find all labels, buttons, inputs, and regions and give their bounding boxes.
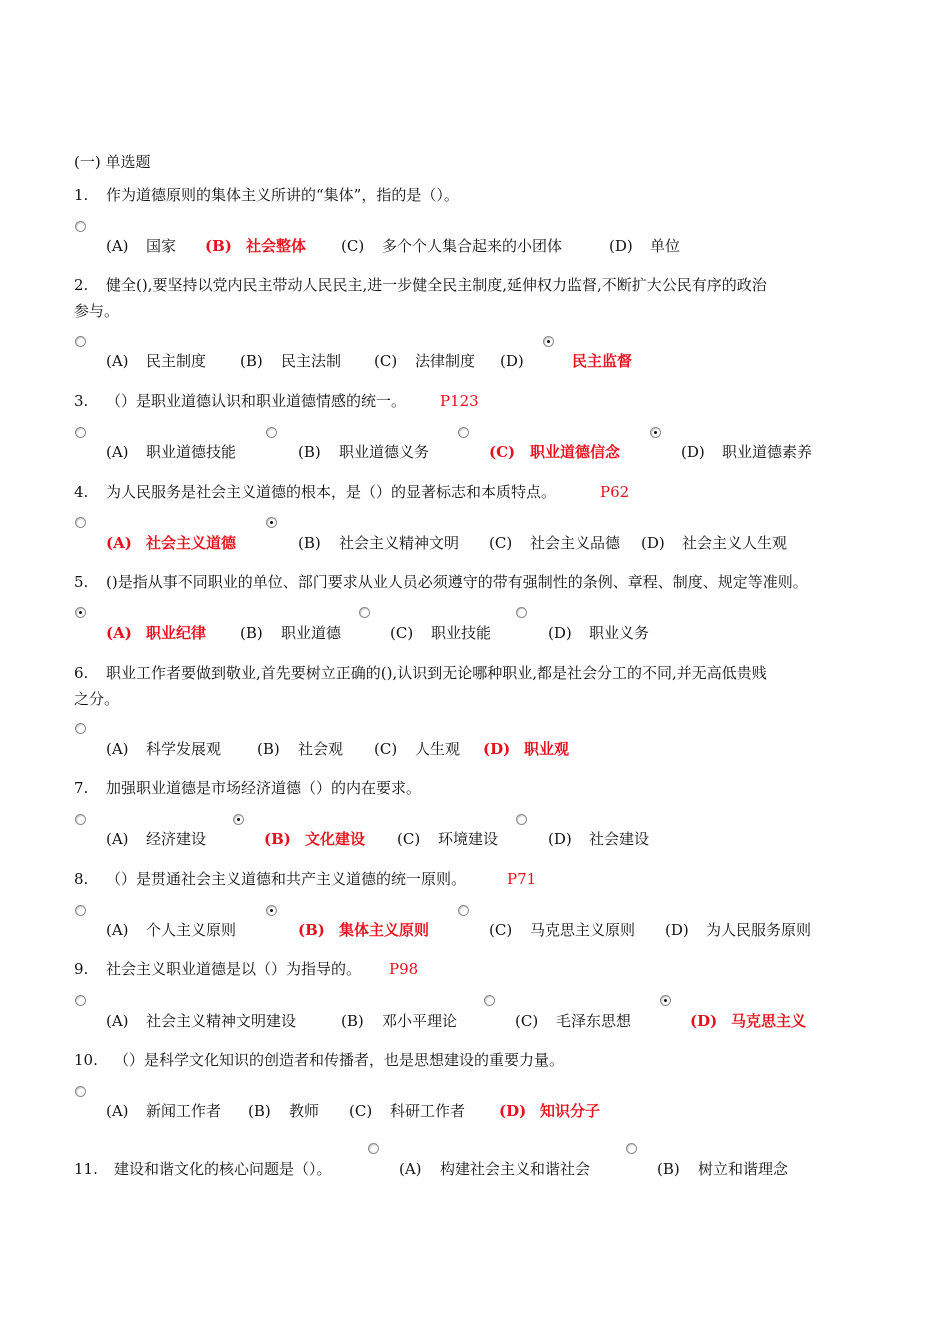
option-b-text: 邓小平理论 xyxy=(382,1012,458,1030)
option-c-letter: (C) xyxy=(374,352,398,370)
question-text: 社会主义职业道德是以（）为指导的。 xyxy=(106,960,362,978)
option-a-text: 民主制度 xyxy=(146,352,207,370)
radio-button-selected[interactable] xyxy=(266,517,277,528)
question-text: ()是指从事不同职业的单位、部门要求从业人员必须遵守的带有强制性的条例、章程、制度、规定等准则。 xyxy=(106,573,808,591)
option-a-letter: (A) xyxy=(106,352,129,370)
option-c-text: 人生观 xyxy=(415,740,461,758)
radio-button[interactable] xyxy=(516,814,527,825)
option-a-text: 科学发展观 xyxy=(146,740,222,758)
radio-button[interactable] xyxy=(75,336,86,347)
option-b-text: 社会主义精神文明 xyxy=(339,534,460,552)
option-d-text: 为人民服务原则 xyxy=(706,921,812,939)
page-reference: P123 xyxy=(440,392,479,410)
option-b-letter: (B) xyxy=(341,1012,364,1030)
option-c-letter: (C) xyxy=(349,1102,373,1120)
option-a-letter: (A) xyxy=(106,443,129,461)
option-d-text: 职业道德素养 xyxy=(722,443,813,461)
radio-button[interactable] xyxy=(458,427,469,438)
option-a-text: 职业道德技能 xyxy=(146,443,237,461)
radio-button-selected[interactable] xyxy=(266,905,277,916)
option-a-text: 新闻工作者 xyxy=(146,1102,222,1120)
option-b-letter: (B) xyxy=(205,237,232,255)
option-a-text: 职业纪律 xyxy=(146,624,207,642)
question-text-continued: 参与。 xyxy=(74,302,120,320)
option-a-text: 社会主义道德 xyxy=(146,534,237,552)
question-number: 1. xyxy=(74,186,89,204)
radio-button-selected[interactable] xyxy=(543,336,554,347)
option-a-letter: (A) xyxy=(106,624,132,642)
option-d-letter: (D) xyxy=(548,624,572,642)
option-d-text: 民主监督 xyxy=(572,352,633,370)
option-a-letter: (A) xyxy=(106,740,129,758)
question-number: 8. xyxy=(74,870,89,888)
section-title: (一) 单选题 xyxy=(74,153,151,171)
question-text: （）是职业道德认识和职业道德情感的统一。 xyxy=(106,392,407,410)
option-b-text: 社会观 xyxy=(298,740,344,758)
option-c-text: 马克思主义原则 xyxy=(530,921,636,939)
option-a-letter: (A) xyxy=(106,1012,129,1030)
question-text: 职业工作者要做到敬业,首先要树立正确的(),认识到无论哪种职业,都是社会分工的不同,并无高低贵贱 xyxy=(106,664,767,682)
radio-button-selected[interactable] xyxy=(660,995,671,1006)
option-c-text: 科研工作者 xyxy=(390,1102,466,1120)
option-b-text: 民主法制 xyxy=(281,352,342,370)
option-c-text: 法律制度 xyxy=(415,352,476,370)
question-number: 11. xyxy=(74,1160,98,1178)
option-d-text: 职业观 xyxy=(524,740,570,758)
option-d-text: 马克思主义 xyxy=(731,1012,807,1030)
option-b-text: 集体主义原则 xyxy=(339,921,430,939)
radio-button[interactable] xyxy=(484,995,495,1006)
option-a-letter: (A) xyxy=(106,1102,129,1120)
option-c-text: 职业技能 xyxy=(431,624,492,642)
radio-button[interactable] xyxy=(75,427,86,438)
option-c-letter: (C) xyxy=(515,1012,539,1030)
radio-button[interactable] xyxy=(75,814,86,825)
option-b-text: 教师 xyxy=(289,1102,320,1120)
question-text: 为人民服务是社会主义道德的根本，是（）的显著标志和本质特点。 xyxy=(106,483,557,501)
option-a-letter: (A) xyxy=(399,1160,422,1178)
option-d-letter: (D) xyxy=(500,352,524,370)
radio-button[interactable] xyxy=(75,905,86,916)
question-number: 6. xyxy=(74,664,89,682)
radio-button[interactable] xyxy=(368,1143,379,1154)
option-b-text: 职业道德 xyxy=(281,624,342,642)
option-c-letter: (C) xyxy=(374,740,398,758)
option-a-letter: (A) xyxy=(106,237,129,255)
option-a-text: 个人主义原则 xyxy=(146,921,237,939)
option-c-text: 毛泽东思想 xyxy=(556,1012,632,1030)
option-d-letter: (D) xyxy=(609,237,633,255)
radio-button-selected[interactable] xyxy=(233,814,244,825)
question-number: 5. xyxy=(74,573,89,591)
radio-button[interactable] xyxy=(359,607,370,618)
question-number: 10. xyxy=(74,1051,98,1069)
option-b-letter: (B) xyxy=(298,921,325,939)
question-text: 作为道德原则的集体主义所讲的“集体”，指的是（）。 xyxy=(106,186,459,204)
radio-button[interactable] xyxy=(75,221,86,232)
option-c-letter: (C) xyxy=(390,624,414,642)
option-b-letter: (B) xyxy=(248,1102,271,1120)
option-a-letter: (A) xyxy=(106,534,132,552)
radio-button[interactable] xyxy=(266,427,277,438)
option-d-text: 单位 xyxy=(650,237,681,255)
option-c-letter: (C) xyxy=(341,237,365,255)
question-text: 建设和谐文化的核心问题是（）。 xyxy=(114,1160,332,1178)
option-a-text: 社会主义精神文明建设 xyxy=(146,1012,297,1030)
option-d-letter: (D) xyxy=(548,830,572,848)
question-text: 健全(),要坚持以党内民主带动人民民主,进一步健全民主制度,延伸权力监督,不断扩大公民有序的政治 xyxy=(106,276,767,294)
option-d-text: 社会主义人生观 xyxy=(682,534,788,552)
option-a-letter: (A) xyxy=(106,830,129,848)
question-number: 3. xyxy=(74,392,89,410)
radio-button[interactable] xyxy=(75,995,86,1006)
option-a-text: 构建社会主义和谐社会 xyxy=(440,1160,591,1178)
option-d-letter: (D) xyxy=(681,443,705,461)
option-d-letter: (D) xyxy=(641,534,665,552)
option-d-letter: (D) xyxy=(665,921,689,939)
option-c-text: 社会主义品德 xyxy=(530,534,621,552)
option-b-letter: (B) xyxy=(298,443,321,461)
option-c-letter: (C) xyxy=(489,921,513,939)
option-d-letter: (D) xyxy=(690,1012,718,1030)
option-d-text: 职业义务 xyxy=(589,624,650,642)
question-text-continued: 之分。 xyxy=(74,690,120,708)
option-c-letter: (C) xyxy=(489,534,513,552)
option-c-letter: (C) xyxy=(397,830,421,848)
option-a-text: 国家 xyxy=(146,237,177,255)
radio-button[interactable] xyxy=(75,517,86,528)
option-b-text: 文化建设 xyxy=(305,830,366,848)
option-c-text: 环境建设 xyxy=(438,830,499,848)
page-reference: P71 xyxy=(507,870,537,888)
option-b-letter: (B) xyxy=(240,352,263,370)
option-c-letter: (C) xyxy=(489,443,516,461)
radio-button[interactable] xyxy=(458,905,469,916)
question-number: 7. xyxy=(74,779,89,797)
radio-button[interactable] xyxy=(75,723,86,734)
option-d-letter: (D) xyxy=(483,740,511,758)
option-d-letter: (D) xyxy=(499,1102,527,1120)
option-b-letter: (B) xyxy=(240,624,263,642)
option-b-text: 职业道德义务 xyxy=(339,443,430,461)
radio-button[interactable] xyxy=(75,1086,86,1097)
option-c-text: 职业道德信念 xyxy=(530,443,621,461)
question-number: 4. xyxy=(74,483,89,501)
option-d-text: 知识分子 xyxy=(540,1102,601,1120)
option-b-letter: (B) xyxy=(257,740,280,758)
question-text: （）是科学文化知识的创造者和传播者，也是思想建设的重要力量。 xyxy=(114,1051,565,1069)
option-d-text: 社会建设 xyxy=(589,830,650,848)
question-number: 2. xyxy=(74,276,89,294)
option-b-letter: (B) xyxy=(298,534,321,552)
page-reference: P98 xyxy=(389,960,419,978)
option-a-text: 经济建设 xyxy=(146,830,207,848)
question-number: 9. xyxy=(74,960,89,978)
radio-button-selected[interactable] xyxy=(75,607,86,618)
option-b-text: 社会整体 xyxy=(246,237,307,255)
option-c-text: 多个个人集合起来的小团体 xyxy=(382,237,563,255)
option-b-letter: (B) xyxy=(264,830,291,848)
option-b-text: 树立和谐理念 xyxy=(698,1160,789,1178)
page-reference: P62 xyxy=(600,483,630,501)
radio-button-selected[interactable] xyxy=(650,427,661,438)
question-text: 加强职业道德是市场经济道德（）的内在要求。 xyxy=(106,779,422,797)
option-a-letter: (A) xyxy=(106,921,129,939)
radio-button[interactable] xyxy=(516,607,527,618)
radio-button[interactable] xyxy=(626,1143,637,1154)
question-text: （）是贯通社会主义道德和共产主义道德的统一原则。 xyxy=(106,870,467,888)
option-b-letter: (B) xyxy=(657,1160,680,1178)
